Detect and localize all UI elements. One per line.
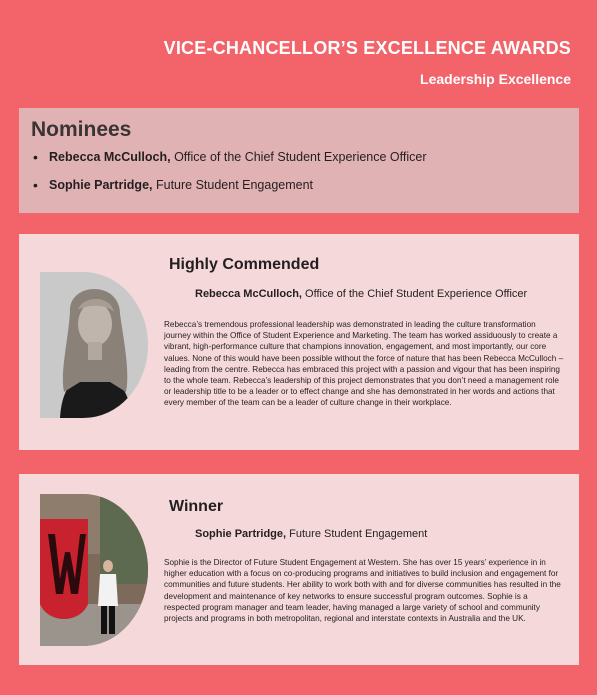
- commended-description: Rebecca’s tremendous professional leadership was demonstrated in leading the culture transformation journey within the Office of Student Experience and Marketing. The team has worked assiduously to create a vibrant, high-performance culture that champions innovation, engagement, and most importantly, our core values. None of this would have been possible without the force of nature that has been Rebecca McCulloch – leading from the centre. Rebecca has embraced this project with a passion and vigour that has been inspiring to the whole team. Rebecca’s leadership of this project demonstrates that you don’t need a management role or leadership title to be a leader or to effect change and she has demonstrated in her words and actions that every member of the team can be a leader of culture change in their workplace.: [164, 320, 564, 408]
- list-item: [31, 150, 567, 164]
- recipient-name: Sophie Partridge,: [195, 528, 287, 540]
- highly-commended-heading: Highly Commended: [169, 256, 320, 273]
- nominees-title: Nominees: [31, 118, 132, 141]
- page-header: [164, 38, 571, 87]
- winner-recipient: [195, 528, 427, 540]
- nominee-name: Rebecca McCulloch,: [49, 150, 171, 164]
- recipient-role: Future Student Engagement: [289, 528, 428, 540]
- nominee-role: Future Student Engagement: [155, 178, 314, 192]
- recipient-name: Rebecca McCulloch,: [195, 288, 302, 300]
- list-item: [31, 178, 567, 192]
- highly-commended-card: [19, 234, 579, 450]
- award-category: Leadership Excellence: [420, 71, 571, 87]
- winner-card: [19, 474, 579, 665]
- winner-description: Sophie is the Director of Future Student Engagement at Western. She has over 15 years’ experience in in higher education with a focus on co-producing programs and initiatives to build inclusion and engagement for communities and future students. Her ability to work both with and for diverse communities has resulted in the development and maintenance of key networks to ensure successful program outcomes. Sophie is a respected program manager and team leader, having managed a large variety of school and community projects and programs in both metropolitan, regional and interstate contexts in Australia and the UK.: [164, 558, 561, 624]
- recipient-role: Office of the Chief Student Experience Officer: [305, 288, 528, 300]
- commended-recipient: [195, 288, 527, 300]
- awards-title: VICE-CHANCELLOR’S EXCELLENCE AWARDS: [163, 38, 571, 58]
- sophie-portrait-photo: [40, 494, 148, 646]
- nominees-list: [31, 150, 567, 192]
- nominee-role: Office of the Chief Student Experience Officer: [174, 150, 427, 164]
- rebecca-portrait-photo: [40, 272, 148, 418]
- winner-heading: Winner: [169, 498, 224, 515]
- nominee-name: Sophie Partridge,: [49, 178, 153, 192]
- nominees-panel: [19, 108, 579, 213]
